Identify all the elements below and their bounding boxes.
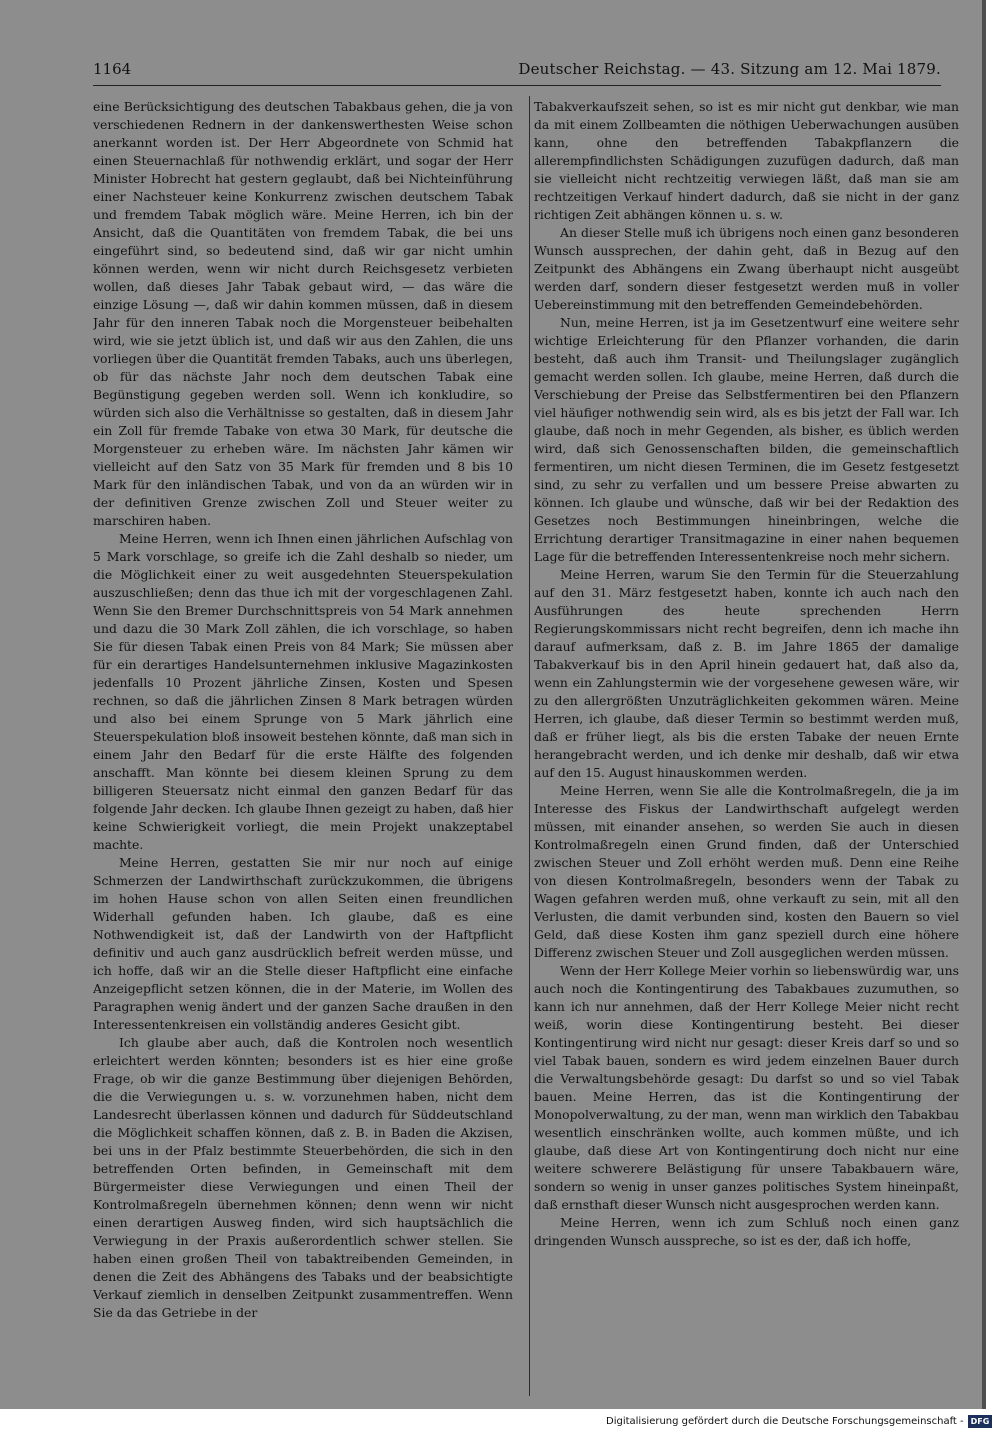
page-header bbox=[93, 56, 941, 86]
dfg-logo-icon: DFG bbox=[968, 1415, 993, 1428]
left-text-column bbox=[93, 98, 513, 1393]
paragraph: Wenn der Herr Kollege Meier vorhin so liebenswürdig war, uns auch noch die Kontingentirung des Tabakbaues zuzumuthen, so kann ich nur annehmen, daß der Herr Kollege Meier nicht recht weiß, worin diese Kontingentirung besteht. Bei dieser Kontingentirung wird nicht nur gesagt: dieser Kreis darf so und so viel Tabak bauen, sondern es wird jedem einzelnen Bauer durch die Verwaltungsbehörde gesagt: Du darfst so und so viel Tabak bauen. Meine Herren, das ist die Kontingentirung der Monopolverwaltung, zu der man, wenn man wirklich den Tabakbau wesentlich einschränken wollte, auch kommen müßte, und ich glaube, daß diese Art von Kontingentirung doch nicht nur eine weitere schwerere Belästigung für unsere Tabakbauern wäre, sondern so wenig in unser ganzes politisches System hineinpaßt, daß ernsthaft dieser Wunsch nicht ausgesprochen werden kann. bbox=[534, 963, 959, 1212]
right-text-column bbox=[534, 98, 959, 1393]
paragraph: Meine Herren, gestatten Sie mir nur noch auf einige Schmerzen der Landwirthschaft zurückzukommen, die übrigens im hohen Hause schon von allen Seiten einen freundlichen Widerhall gefunden haben. Ich glaube, daß es eine Nothwendigkeit ist, daß der Landwirth von der Haftpflicht definitiv und auch ganz ausdrücklich befreit werden müsse, und ich hoffe, daß wir an die Stelle dieser Haftpflicht eine einfache Anzeigepflicht setzen können, die in der Materie, im Wollen des Paragraphen wenig ändert und der ganzen Sache draußen in den Interessentenkreisen ein vollständig anderes Gesicht gibt. bbox=[93, 855, 513, 1032]
paragraph: An dieser Stelle muß ich übrigens noch einen ganz besonderen Wunsch aussprechen, der dahin geht, daß in Bezug auf den Zeitpunkt des Abhängens ein Zwang überhaupt nicht ausgeübt werden darf, sondern dieser festgesetzt werden muß in voller Uebereinstimmung mit den betreffenden Gemeindebehörden. bbox=[534, 225, 959, 312]
paragraph: Meine Herren, wenn Sie alle die Kontrolmaßregeln, die ja im Interesse des Fiskus der Landwirthschaft aufgelegt werden müssen, mit einander ansehen, so werden Sie auch in diesen Kontrolmaßregeln einen Grund finden, daß der Unterschied zwischen Steuer und Zoll erhöht werden muß. Denn eine Reihe von diesen Kontrolmaßregeln, besonders wenn der Tabak zu Wagen gefahren werden muß, ohne verkauft zu sein, mit all den Verlusten, die damit verbunden sind, kosten den Bauern so viel Geld, daß diese Kosten ihm ganz speziell durch eine höhere Differenz zwischen Steuer und Zoll ausgeglichen werden müssen. bbox=[534, 783, 959, 960]
paragraph: Nun, meine Herren, ist ja im Gesetzentwurf eine weitere sehr wichtige Erleichterung für den Pflanzer vorhanden, die darin besteht, daß auch ihm Transit- und Theilungslager zugänglich gemacht werden sollen. Ich glaube, meine Herren, daß durch die Verschiebung der Preise das Selbstfermentiren bei den Pflanzern viel häufiger nothwendig sein wird, als es bis jetzt der Fall war. Ich glaube, daß noch in mehr Gegenden, als bisher, es üblich werden wird, daß sich Genossenschaften bilden, die gemeinschaftlich fermentiren, um nicht diesen Terminen, die im Gesetz festgesetzt sind, zu sehr zu verfallen und um bessere Preise abwarten zu können. Ich glaube und wünsche, daß wir bei der Redaktion des Gesetzes noch Bestimmungen hineinbringen, welche die Errichtung derartiger Transitmagazine in einer nahen bequemen Lage für die betreffenden Interessentenkreise noch mehr sichern. bbox=[534, 315, 959, 564]
paragraph: eine Berücksichtigung des deutschen Tabakbaus gehen, die ja von verschiedenen Rednern in der dankenswerthesten Weise schon anerkannt worden ist. Der Herr Abgeordnete von Schmid hat einen Steuernachlaß für nothwendig erklärt, und sogar der Herr Minister Hobrecht hat gestern geglaubt, daß bei Nichteinführung einer Nachsteuer keine Konkurrenz zwischen deutschem Tabak und fremdem Tabak möglich wäre. Meine Herren, ich bin der Ansicht, daß die Quantitäten von fremdem Tabak, die bei uns eingeführt sind, so bedeutend sind, daß wir gar nicht umhin können werden, wenn wir nicht durch Reichsgesetz verbieten wollen, daß dieses Jahr Tabak gebaut wird, — das wäre die einzige Lösung —, daß wir dahin kommen müssen, daß in diesem Jahr für den inneren Tabak noch die Morgensteuer beibehalten wird, wie sie jetzt üblich ist, und daß wir aus den Zahlen, die uns vorliegen über die Quantität fremden Tabaks, auch uns überlegen, ob für das nächste Jahr noch dem deutschen Tabak eine Begünstigung gegeben werden soll. Wenn ich konkludire, so würden sich also die Verhältnisse so gestalten, daß in diesem Jahr ein Zoll für fremde Tabake von etwa 30 Mark, für deutsche die Morgensteuer zu erheben wäre. Im nächsten Jahr kämen wir vielleicht auf den Satz von 35 Mark für fremden und 8 bis 10 Mark für den inländischen Tabak, und von da an würden wir in der definitiven Grenze zwischen Zoll und Steuer weiter zu marschiren haben. bbox=[93, 99, 513, 528]
digitization-credit bbox=[606, 1415, 992, 1428]
column-divider bbox=[529, 96, 530, 1396]
credit-text: Digitalisierung gefördert durch die Deutsche Forschungsgemeinschaft - bbox=[606, 1416, 964, 1427]
newspaper-page bbox=[93, 56, 971, 1396]
paragraph: Tabakverkaufszeit sehen, so ist es mir nicht gut denkbar, wie man da mit einem Zollbeamten die nöthigen Ueberwachungen ausüben kann, ohne den betreffenden Tabakpflanzern die allerempfindlichsten Schädigungen zuzufügen dadurch, daß man sie vielleicht nicht rechtzeitig verwiegen läßt, daß man sie am rechtzeitigen Verkauf hindert dadurch, daß sie nicht in der ganz richtigen Zeit abhängen können u. s. w. bbox=[534, 99, 959, 222]
running-title: Deutscher Reichstag. — 43. Sitzung am 12. Mai 1879. bbox=[518, 60, 941, 78]
paragraph: Meine Herren, wenn ich Ihnen einen jährlichen Aufschlag von 5 Mark vorschlage, so greife ich die Zahl deshalb so nieder, um die Möglichkeit einer zu weit ausgedehnten Steuerspekulation auszuschließen; denn das thue ich mit der vorgeschlagenen Zahl. Wenn Sie den Bremer Durchschnittspreis von 54 Mark annehmen und dazu die 30 Mark Zoll zählen, die ich vorschlage, so haben Sie für diesen Tabak einen Preis von 84 Mark; Sie müssen aber für ein derartiges Handelsunternehmen inklusive Magazinkosten jedenfalls 10 Prozent jährliche Zinsen, Kosten und Spesen rechnen, so daß die jährlichen Zinsen 8 Mark betragen würden und also bei einem Sprunge von 5 Mark jährlich eine Steuerspekulation bloß insoweit bestehen könnte, daß man sich in einem Jahr den Bedarf für die erste Hälfte des folgenden anschafft. Man könnte bei diesem kleinen Sprung zu dem billigeren Steuersatz nicht einmal den ganzen Bedarf für das folgende Jahr decken. Ich glaube Ihnen gezeigt zu haben, daß hier keine Schwierigkeit vorliegt, die mein Projekt unakzeptabel machte. bbox=[93, 531, 513, 852]
header-rule bbox=[93, 85, 941, 86]
paragraph: Ich glaube aber auch, daß die Kontrolen noch wesentlich erleichtert werden könnten; besonders ist es hier eine große Frage, ob wir die ganze Bestimmung über diejenigen Behörden, die die Verwiegungen u. s. w. vorzunehmen haben, nicht dem Landesrecht überlassen können und dadurch für Süddeutschland die Möglichkeit schaffen können, daß z. B. in Baden die Akzisen, bei uns in der Pfalz bestimmte Steuerbehörden, die sich in den betreffenden Orten befinden, in Gemeinschaft mit dem Bürgermeister diese Verwiegungen und einen Theil der Kontrolmaßregeln übernehmen können; denn wenn wir nicht einen derartigen Ausweg finden, wird sich hauptsächlich die Verwiegung in der Praxis außerordentlich schwer stellen. Sie haben einen großen Theil von tabaktreibenden Gemeinden, in denen die Zeit des Abhängens des Tabaks und der beabsichtigte Verkauf ziemlich in denselben Zeitpunkt zusammentreffen. Wenn Sie da das Getriebe in der bbox=[93, 1035, 513, 1320]
paragraph: Meine Herren, warum Sie den Termin für die Steuerzahlung auf den 31. März festgesetzt haben, konnte ich auch nach den Ausführungen des heute sprechenden Herrn Regierungskommissars nicht recht begreifen, denn ich mache ihn darauf aufmerksam, daß z. B. im Jahre 1865 der damalige Tabakverkauf bis in den April hinein gedauert hat, daß also da, wenn ein Zahlungstermin wie der vorgesehene gewesen wäre, wir zu den allergrößten Unzuträglichkeiten gekommen wären. Meine Herren, ich glaube, daß dieser Termin so bestimmt werden muß, daß er früher liegt, als bis die ersten Tabake der neuen Ernte herangebracht werden, und ich denke mir deshalb, daß wir etwa auf den 15. August hinauskommen werden. bbox=[534, 567, 959, 780]
paragraph: Meine Herren, wenn ich zum Schluß noch einen ganz dringenden Wunsch ausspreche, so ist es der, daß ich hoffe, bbox=[534, 1215, 959, 1248]
scan-edge-shadow bbox=[982, 0, 986, 1409]
page-number: 1164 bbox=[93, 60, 132, 78]
